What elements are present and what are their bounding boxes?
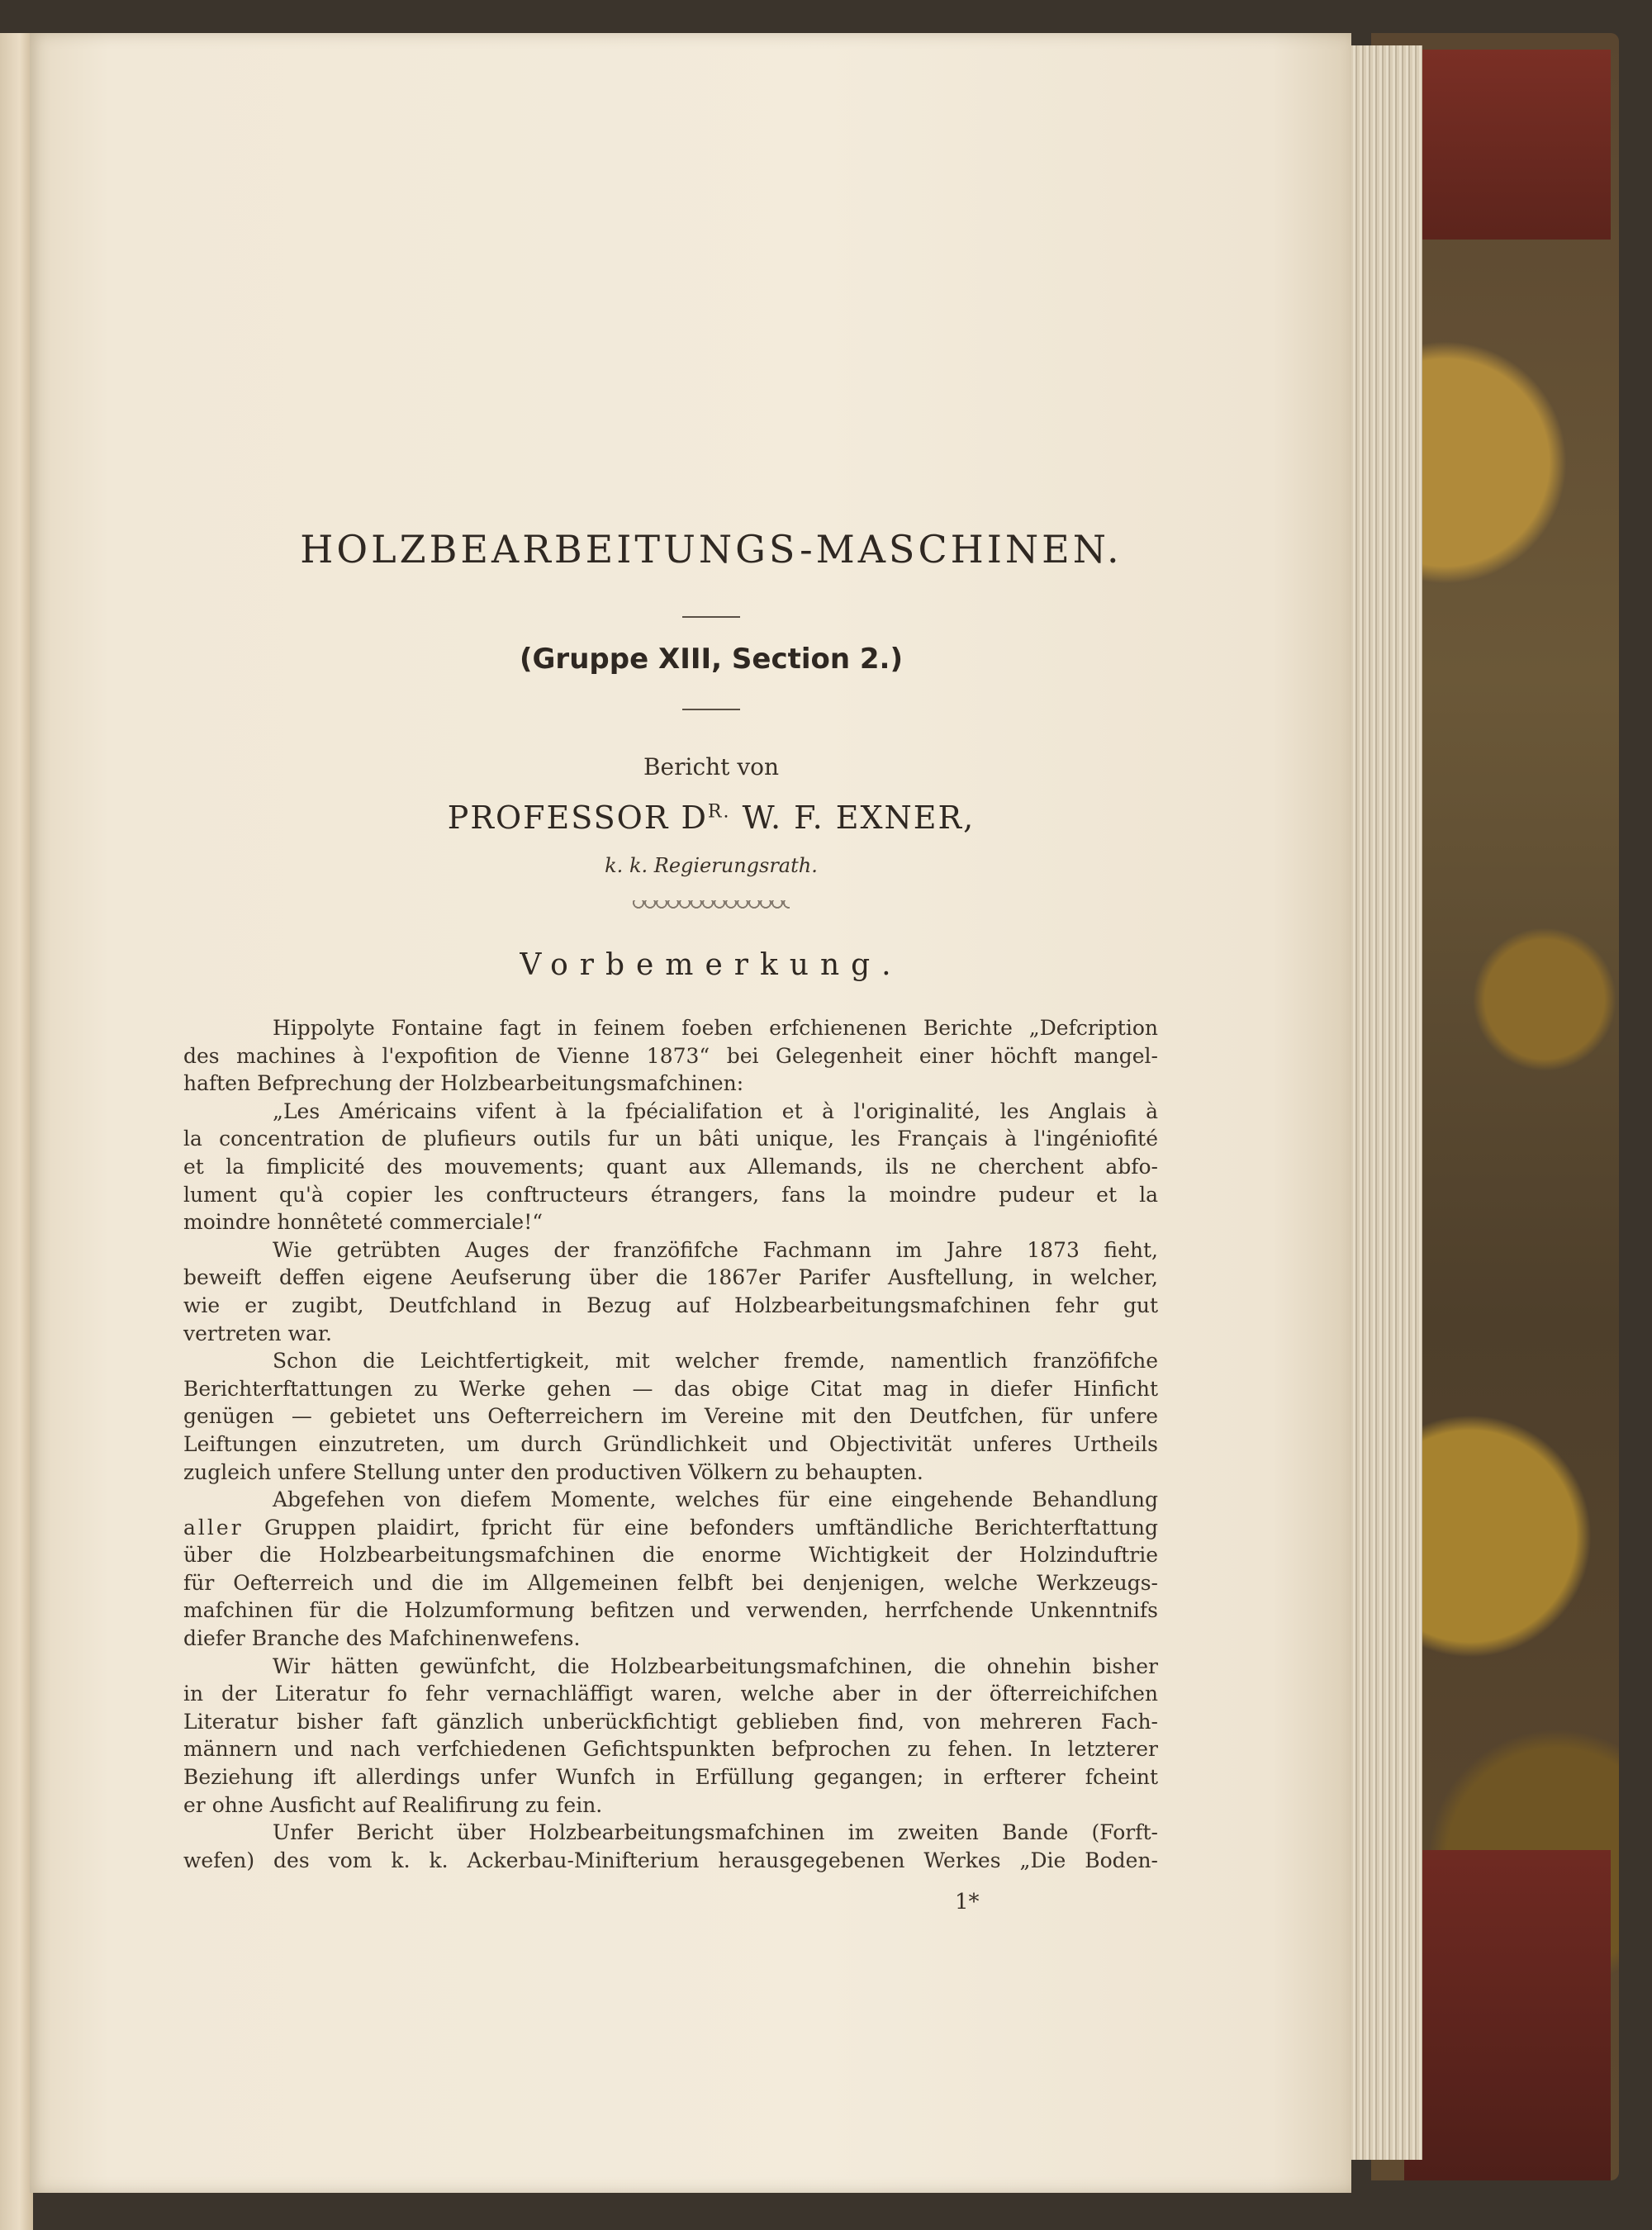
paragraph <box>183 1347 1158 1486</box>
text-fragment: Gruppen plaidirt, fpricht für eine befonders umftändliche Berichterftattung <box>243 1515 1158 1540</box>
text-line: genügen — gebietet uns Oefterreichern im Vereine mit den Deutfchen, für unfere <box>183 1404 1158 1429</box>
divider-rule <box>682 709 740 710</box>
text-line: haften Befprechung der Holzbearbeitungsmafchinen: <box>183 1071 744 1096</box>
text-line: des machines à l'expofition de Vienne 1873“ bei Gelegenheit einer höchft mangel- <box>183 1043 1158 1068</box>
text-line: Literatur bisher faft gänzlich unberückfichtigt geblieben find, von mehreren Fach- <box>183 1709 1158 1734</box>
text-line: Abgefehen von diefem Momente, welches für eine eingehende Behandlung <box>273 1487 1158 1512</box>
text-line: zugleich unfere Stellung unter den productiven Völkern zu behaupten. <box>183 1459 923 1484</box>
text-line: für Oefterreich und die im Allgemeinen felbft bei denjenigen, welche Werkzeugs- <box>183 1570 1158 1595</box>
text-line: in der Literatur fo fehr vernachläffigt waren, welche aber in der öfterreichifchen <box>183 1682 1158 1706</box>
text-line: Wir hätten gewünfcht, die Holzbearbeitungsmafchinen, die ohnehin bisher <box>273 1654 1158 1678</box>
text-line: Wie getrübten Auges der franzöfifche Fachmann im Jahre 1873 fieht, <box>273 1237 1158 1262</box>
author-name: W. F. EXNER, <box>730 799 976 836</box>
text-line: Hippolyte Fontaine fagt in feinem foeben erfchienenen Berichte „Defcription <box>273 1016 1158 1040</box>
ornament-rule <box>633 900 790 912</box>
text-line: et la fimplicité des mouvements; quant aux Allemands, ils ne cherchent abfo- <box>183 1154 1158 1179</box>
left-page-edge <box>0 33 33 2230</box>
text-line: Schon die Leichtfertigkeit, mit welcher fremde, namentlich franzöfifche <box>273 1349 1158 1374</box>
body-text <box>183 1014 1158 1874</box>
text-line: moindre honnêteté commerciale!“ <box>183 1210 544 1235</box>
text-line: beweift deffen eigene Aeufserung über die 1867er Parifer Ausftellung, in welcher, <box>183 1265 1158 1290</box>
author-prefix: PROFESSOR D <box>447 799 708 836</box>
divider-rule <box>682 616 740 618</box>
text-line: er ohne Ausficht auf Realifirung zu fein. <box>183 1792 603 1817</box>
page-subtitle: (Gruppe XIII, Section 2.) <box>519 643 904 676</box>
author-line <box>236 799 1186 836</box>
text-line: wie er zugibt, Deutfchland in Bezug auf Holzbearbeitungsmafchinen fehr gut <box>183 1293 1158 1317</box>
paragraph <box>183 1236 1158 1347</box>
report-by-line: Bericht von <box>643 753 780 780</box>
author-title-abbrev: R. <box>707 801 731 823</box>
paragraph <box>183 1014 1158 1098</box>
text-line: Berichterftattungen zu Werke gehen — das obige Citat mag in diefer Hinficht <box>183 1376 1158 1401</box>
paragraph <box>183 1486 1158 1653</box>
signature-mark: 1* <box>955 1890 980 1914</box>
page-title: HOLZBEARBEITUNGS-MASCHINEN. <box>300 527 1123 572</box>
paragraph <box>183 1653 1158 1820</box>
cover-leather-top <box>1404 50 1611 240</box>
text-line: Beziehung ift allerdings unfer Wunfch in Erfüllung gegangen; in erfterer fcheint <box>183 1765 1158 1790</box>
paragraph <box>183 1098 1158 1236</box>
text-line: diefer Branche des Mafchinenwefens. <box>183 1626 581 1651</box>
author-title: k. k. Regierungsrath. <box>605 854 818 877</box>
emphasized-word: aller <box>183 1515 244 1540</box>
text-line: wefen) des vom k. k. Ackerbau-Minifterium herausgegebenen Werkes „Die Boden- <box>183 1848 1158 1872</box>
book-page <box>30 33 1351 2193</box>
text-line: über die Holzbearbeitungsmafchinen die enorme Wichtigkeit der Holzinduftrie <box>183 1543 1158 1568</box>
text-line: männern und nach verfchiedenen Gefichtspunkten befprochen zu fehen. In letzterer <box>183 1737 1158 1762</box>
text-line: vertreten war. <box>183 1321 333 1345</box>
text-line: mafchinen für die Holzumformung befitzen und verwenden, herrfchende Unkenntnifs <box>183 1598 1158 1623</box>
text-line: „Les Américains vifent à la fpécialifation et à l'originalité, les Anglais à <box>273 1098 1158 1123</box>
cover-leather-bottom <box>1404 1850 1611 2180</box>
text-line <box>183 1514 1158 1542</box>
paragraph <box>183 1819 1158 1874</box>
text-line: lument qu'à copier les conftructeurs étrangers, fans la moindre pudeur et la <box>183 1182 1158 1207</box>
section-heading: Vorbemerkung. <box>520 948 903 982</box>
text-line: la concentration de plufieurs outils fur un bâti unique, les Français à l'ingéniofité <box>183 1127 1158 1151</box>
text-line: Unfer Bericht über Holzbearbeitungsmafchinen im zweiten Bande (Forft- <box>273 1820 1158 1845</box>
text-line: Leiftungen einzutreten, um durch Gründlichkeit und Objectivität unferes Urtheils <box>183 1431 1158 1456</box>
